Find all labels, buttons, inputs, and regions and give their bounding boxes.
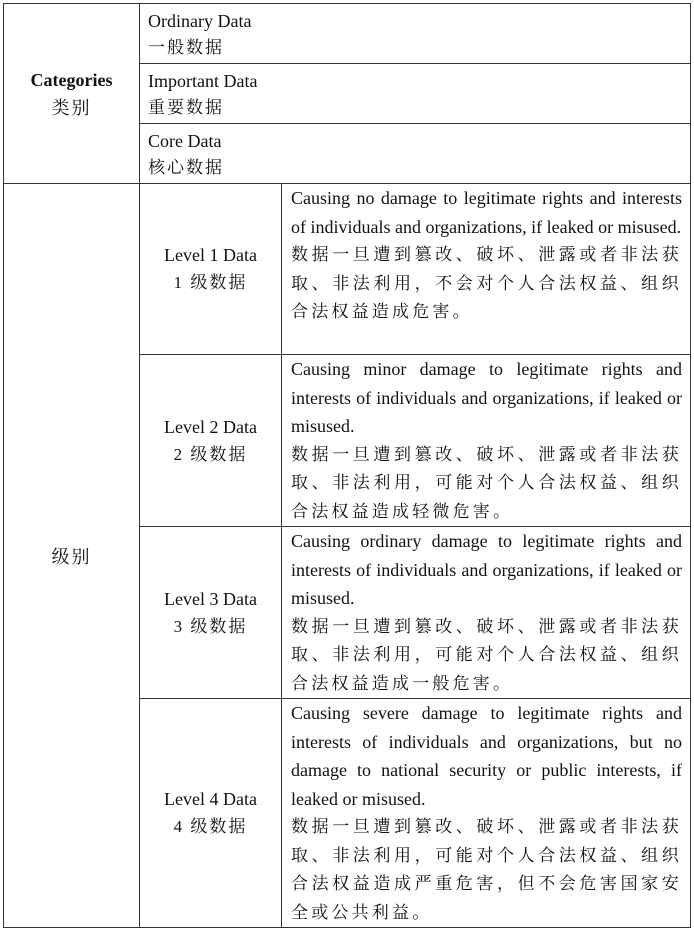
categories-header-cell [4,4,140,184]
categories-header-en: Categories [30,69,113,90]
level-description-en: Causing severe damage to legitimate rights and interests of individuals and organizations, but no damage to national security or public interests, if leaked or misused. [291,703,682,809]
category-item-ordinary [140,4,691,64]
level-description-en: Causing ordinary damage to legitimate rights and interests of individuals and organizations, if leaked or misused. [291,531,682,608]
level-description-en: Causing no damage to legitimate rights and interests of individuals and organizations, if leaked or misused. [291,188,682,237]
level-description-zh: 数据一旦遭到篡改、破坏、泄露或者非法获取、非法利用，可能对个人合法权益、组织合法权益造成一般危害。 [291,616,682,693]
category-item-en: Core Data [148,131,222,151]
category-item-core [140,124,691,184]
level-description-en: Causing minor damage to legitimate rights and interests of individuals and organizations, if leaked or misused. [291,359,682,436]
level-4-description-cell [282,699,691,928]
level-name-en: Level 3 Data [164,588,257,609]
data-classification-table [3,3,691,928]
level-1-name-cell [140,184,282,355]
category-item-zh: 一般数据 [148,38,224,57]
level-name-zh: 1 级数据 [173,273,248,292]
level-2-name-cell [140,355,282,527]
grades-header-zh: 级别 [51,546,92,567]
table-row [4,184,691,355]
level-name-zh: 2 级数据 [173,444,248,464]
level-name-en: Level 2 Data [164,416,257,437]
grades-header-cell [4,184,140,928]
table-row [4,4,691,64]
level-4-name-cell [140,699,282,928]
level-name-en: Level 4 Data [164,789,257,809]
level-name-zh: 4 级数据 [173,817,248,836]
categories-header-zh: 类别 [51,97,92,118]
level-description-zh: 数据一旦遭到篡改、破坏、泄露或者非法获取、非法利用，不会对个人合法权益、组织合法权益造成危害。 [291,245,682,321]
category-item-en: Ordinary Data [148,11,252,31]
level-3-name-cell [140,527,282,699]
category-item-en: Important Data [148,71,258,91]
category-item-zh: 核心数据 [148,158,224,177]
level-3-description-cell [282,527,691,699]
category-item-important [140,64,691,124]
level-1-description-cell [282,184,691,355]
level-description-zh: 数据一旦遭到篡改、破坏、泄露或者非法获取、非法利用，可能对个人合法权益、组织合法权益造成严重危害，但不会危害国家安全或公共利益。 [291,817,682,922]
level-description-zh: 数据一旦遭到篡改、破坏、泄露或者非法获取、非法利用，可能对个人合法权益、组织合法权益造成轻微危害。 [291,444,682,521]
level-name-zh: 3 级数据 [173,616,248,636]
category-item-zh: 重要数据 [148,98,224,117]
level-name-en: Level 1 Data [164,245,257,265]
level-2-description-cell [282,355,691,527]
